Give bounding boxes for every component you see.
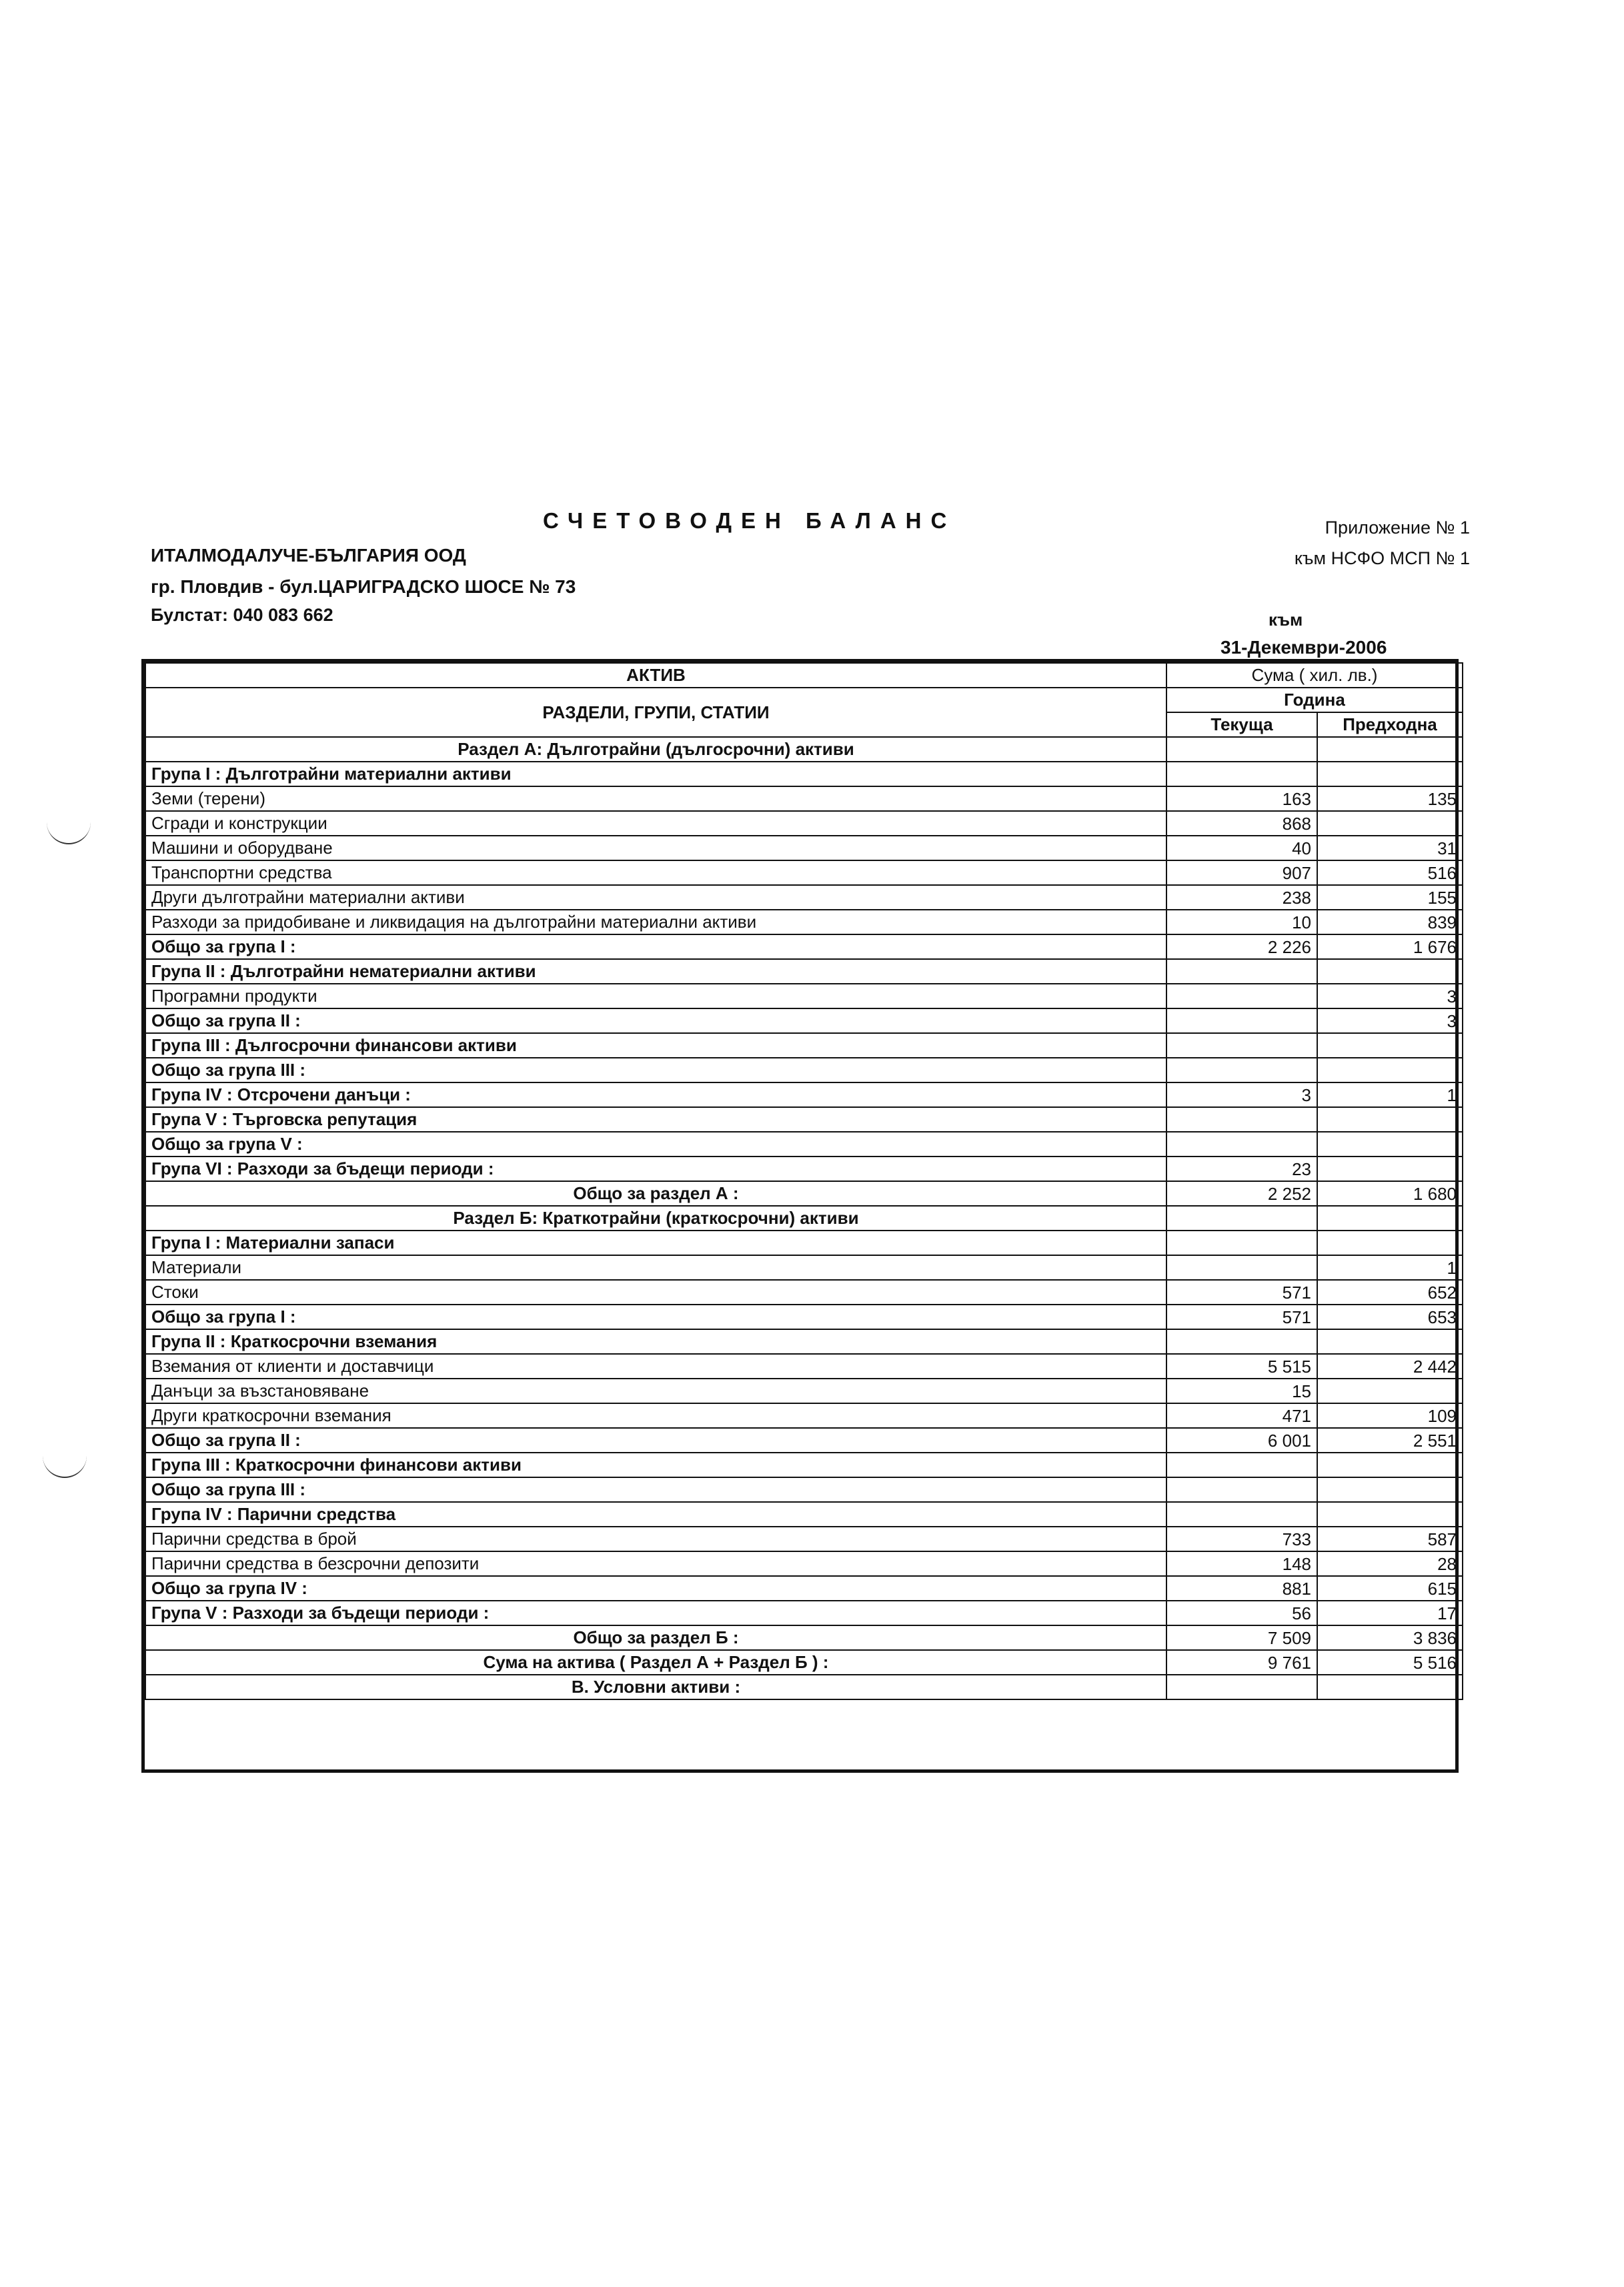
table-row [145,910,1463,934]
header-row-1 [145,663,1463,688]
current-year-value: 471 [1166,1403,1317,1428]
row-label: Група VІ : Разходи за бъдещи периоди : [145,1157,1166,1181]
current-year-value: 163 [1166,786,1317,811]
previous-year-value: 28 [1317,1551,1463,1576]
current-year-value [1166,1206,1317,1231]
table-row [145,1527,1463,1551]
table-row [145,1305,1463,1329]
row-label: Парични средства в брой [145,1527,1166,1551]
table-row [145,1354,1463,1379]
row-label: Програмни продукти [145,984,1166,1008]
previous-year-value [1317,1477,1463,1502]
current-year-value: 881 [1166,1576,1317,1601]
table-row [145,1477,1463,1502]
table-row [145,1255,1463,1280]
previous-year-value: 615 [1317,1576,1463,1601]
row-label: Група І : Дълготрайни материални активи [145,762,1166,786]
current-year-value [1166,984,1317,1008]
previous-year-value [1317,1502,1463,1527]
previous-year-value [1317,1132,1463,1157]
row-label: Машини и оборудване [145,836,1166,860]
table-row [145,836,1463,860]
row-label: Група І : Материални запаси [145,1231,1166,1255]
current-year-value: 2 226 [1166,934,1317,959]
row-label: Разходи за придобиване и ликвидация на дълготрайни материални активи [145,910,1166,934]
row-label: Общо за раздел А : [145,1181,1166,1206]
row-label: Група ІV : Парични средства [145,1502,1166,1527]
previous-year-value [1317,1206,1463,1231]
row-label: Група ІІІ : Краткосрочни финансови активи [145,1453,1166,1477]
current-year-value [1166,1675,1317,1699]
company-name: ИТАЛМОДАЛУЧЕ-БЪЛГАРИЯ ООД [151,545,466,566]
table-row [145,1675,1463,1699]
current-year-value: 15 [1166,1379,1317,1403]
table-row [145,1107,1463,1132]
row-label: Земи (терени) [145,786,1166,811]
header-row-2 [145,688,1463,712]
table-row [145,1157,1463,1181]
col-previous-header: Предходна [1317,712,1463,737]
row-label: Други дълготрайни материални активи [145,885,1166,910]
row-label: Общо за група І : [145,934,1166,959]
current-year-value: 5 515 [1166,1354,1317,1379]
balance-sheet-table [141,659,1459,1773]
previous-year-value: 31 [1317,836,1463,860]
current-year-value: 571 [1166,1305,1317,1329]
row-label: Раздел Б: Краткотрайни (краткосрочни) активи [145,1206,1166,1231]
previous-year-value: 2 442 [1317,1354,1463,1379]
appendix-line-2: към НСФО МСП № 1 [1294,548,1470,568]
previous-year-value: 652 [1317,1280,1463,1305]
previous-year-value: 17 [1317,1601,1463,1625]
col-current-header: Текуща [1166,712,1317,737]
current-year-value [1166,1058,1317,1082]
current-year-value [1166,1231,1317,1255]
previous-year-value [1317,1379,1463,1403]
row-label: Група ІІ : Дълготрайни нематериални активи [145,959,1166,984]
table-row [145,1428,1463,1453]
table-row [145,786,1463,811]
current-year-value [1166,1107,1317,1132]
table-row [145,1329,1463,1354]
previous-year-value: 839 [1317,910,1463,934]
current-year-value: 3 [1166,1082,1317,1107]
company-address: гр. Пловдив - бул.ЦАРИГРАДСКО ШОСЕ № 73 [151,576,576,597]
row-label: Група V : Разходи за бъдещи периоди : [145,1601,1166,1625]
previous-year-value [1317,1329,1463,1354]
previous-year-value: 1 [1317,1082,1463,1107]
previous-year-value: 3 836 [1317,1625,1463,1650]
previous-year-value: 587 [1317,1527,1463,1551]
current-year-value: 2 252 [1166,1181,1317,1206]
table-row [145,1502,1463,1527]
row-label: Общо за група ІV : [145,1576,1166,1601]
row-label: Сгради и конструкции [145,811,1166,836]
table-row [145,1058,1463,1082]
previous-year-value: 3 [1317,984,1463,1008]
row-label: Общо за група ІІ : [145,1008,1166,1033]
current-year-value: 733 [1166,1527,1317,1551]
previous-year-value [1317,1058,1463,1082]
row-label: Общо за група V : [145,1132,1166,1157]
current-year-value [1166,1008,1317,1033]
previous-year-value: 2 551 [1317,1428,1463,1453]
table-row [145,1231,1463,1255]
table-row [145,811,1463,836]
table-row [145,1181,1463,1206]
row-label: Други краткосрочни вземания [145,1403,1166,1428]
row-label: В. Условни активи : [145,1675,1166,1699]
table-row [145,959,1463,984]
document-title: СЧЕТОВОДЕН БАЛАНС [543,508,956,533]
row-label: Материали [145,1255,1166,1280]
table-row [145,762,1463,786]
previous-year-value [1317,1107,1463,1132]
col-sum-header: Сума ( хил. лв.) [1166,663,1463,688]
previous-year-value [1317,1157,1463,1181]
previous-year-value [1317,737,1463,762]
previous-year-value: 1 676 [1317,934,1463,959]
table-row [145,1403,1463,1428]
current-year-value [1166,1132,1317,1157]
current-year-value: 40 [1166,836,1317,860]
company-bulstat: Булстат: 040 083 662 [151,605,333,625]
table-row [145,1551,1463,1576]
previous-year-value: 5 516 [1317,1650,1463,1675]
table-row [145,885,1463,910]
appendix-line-1: Приложение № 1 [1325,518,1470,538]
current-year-value [1166,1502,1317,1527]
row-label: Група ІІ : Краткосрочни вземания [145,1329,1166,1354]
table-row [145,1625,1463,1650]
row-label: Парични средства в безсрочни депозити [145,1551,1166,1576]
table-row [145,934,1463,959]
table-row [145,1650,1463,1675]
current-year-value: 148 [1166,1551,1317,1576]
current-year-value [1166,1255,1317,1280]
row-label: Стоки [145,1280,1166,1305]
as-of-label: към [1269,610,1303,630]
table-row [145,1453,1463,1477]
previous-year-value [1317,1675,1463,1699]
current-year-value: 6 001 [1166,1428,1317,1453]
table-row [145,860,1463,885]
current-year-value [1166,1453,1317,1477]
col-sections-header: РАЗДЕЛИ, ГРУПИ, СТАТИИ [145,688,1166,737]
row-label: Раздел А: Дълготрайни (дългосрочни) активи [145,737,1166,762]
current-year-value: 56 [1166,1601,1317,1625]
row-label: Общо за група ІІІ : [145,1477,1166,1502]
previous-year-value: 1 [1317,1255,1463,1280]
previous-year-value [1317,1231,1463,1255]
current-year-value: 23 [1166,1157,1317,1181]
row-label: Транспортни средства [145,860,1166,885]
previous-year-value [1317,959,1463,984]
current-year-value: 238 [1166,885,1317,910]
current-year-value [1166,1329,1317,1354]
previous-year-value: 653 [1317,1305,1463,1329]
punch-mark-top [47,818,91,844]
row-label: Общо за група ІІ : [145,1428,1166,1453]
table-row [145,1033,1463,1058]
previous-year-value [1317,1453,1463,1477]
row-label: Общо за група ІІІ : [145,1058,1166,1082]
table-row [145,737,1463,762]
row-label: Общо за раздел Б : [145,1625,1166,1650]
report-date: 31-Декември-2006 [1221,637,1387,658]
previous-year-value: 1 680 [1317,1181,1463,1206]
previous-year-value [1317,811,1463,836]
row-label: Група V : Търговска репутация [145,1107,1166,1132]
row-label: Група ІІІ : Дългосрочни финансови активи [145,1033,1166,1058]
row-label: Данъци за възстановяване [145,1379,1166,1403]
row-label: Група ІV : Отсрочени данъци : [145,1082,1166,1107]
current-year-value: 10 [1166,910,1317,934]
table-row [145,1576,1463,1601]
current-year-value [1166,959,1317,984]
previous-year-value: 3 [1317,1008,1463,1033]
current-year-value: 7 509 [1166,1625,1317,1650]
table-row [145,1206,1463,1231]
current-year-value: 571 [1166,1280,1317,1305]
row-label: Сума на актива ( Раздел А + Раздел Б ) : [145,1650,1166,1675]
current-year-value: 868 [1166,811,1317,836]
table-row [145,984,1463,1008]
punch-mark-bottom [43,1451,87,1478]
current-year-value: 9 761 [1166,1650,1317,1675]
current-year-value: 907 [1166,860,1317,885]
row-label: Вземания от клиенти и доставчици [145,1354,1166,1379]
table-row [145,1082,1463,1107]
col-year-header: Година [1166,688,1463,712]
current-year-value [1166,737,1317,762]
current-year-value [1166,762,1317,786]
table-row [145,1601,1463,1625]
previous-year-value: 516 [1317,860,1463,885]
previous-year-value: 135 [1317,786,1463,811]
previous-year-value [1317,1033,1463,1058]
table-row [145,1280,1463,1305]
current-year-value [1166,1477,1317,1502]
table-row [145,1379,1463,1403]
previous-year-value: 155 [1317,885,1463,910]
current-year-value [1166,1033,1317,1058]
previous-year-value [1317,762,1463,786]
table-row [145,1008,1463,1033]
previous-year-value: 109 [1317,1403,1463,1428]
table-row [145,1132,1463,1157]
balance-table [145,662,1463,1700]
col-aktiv-header: АКТИВ [145,663,1166,688]
row-label: Общо за група І : [145,1305,1166,1329]
